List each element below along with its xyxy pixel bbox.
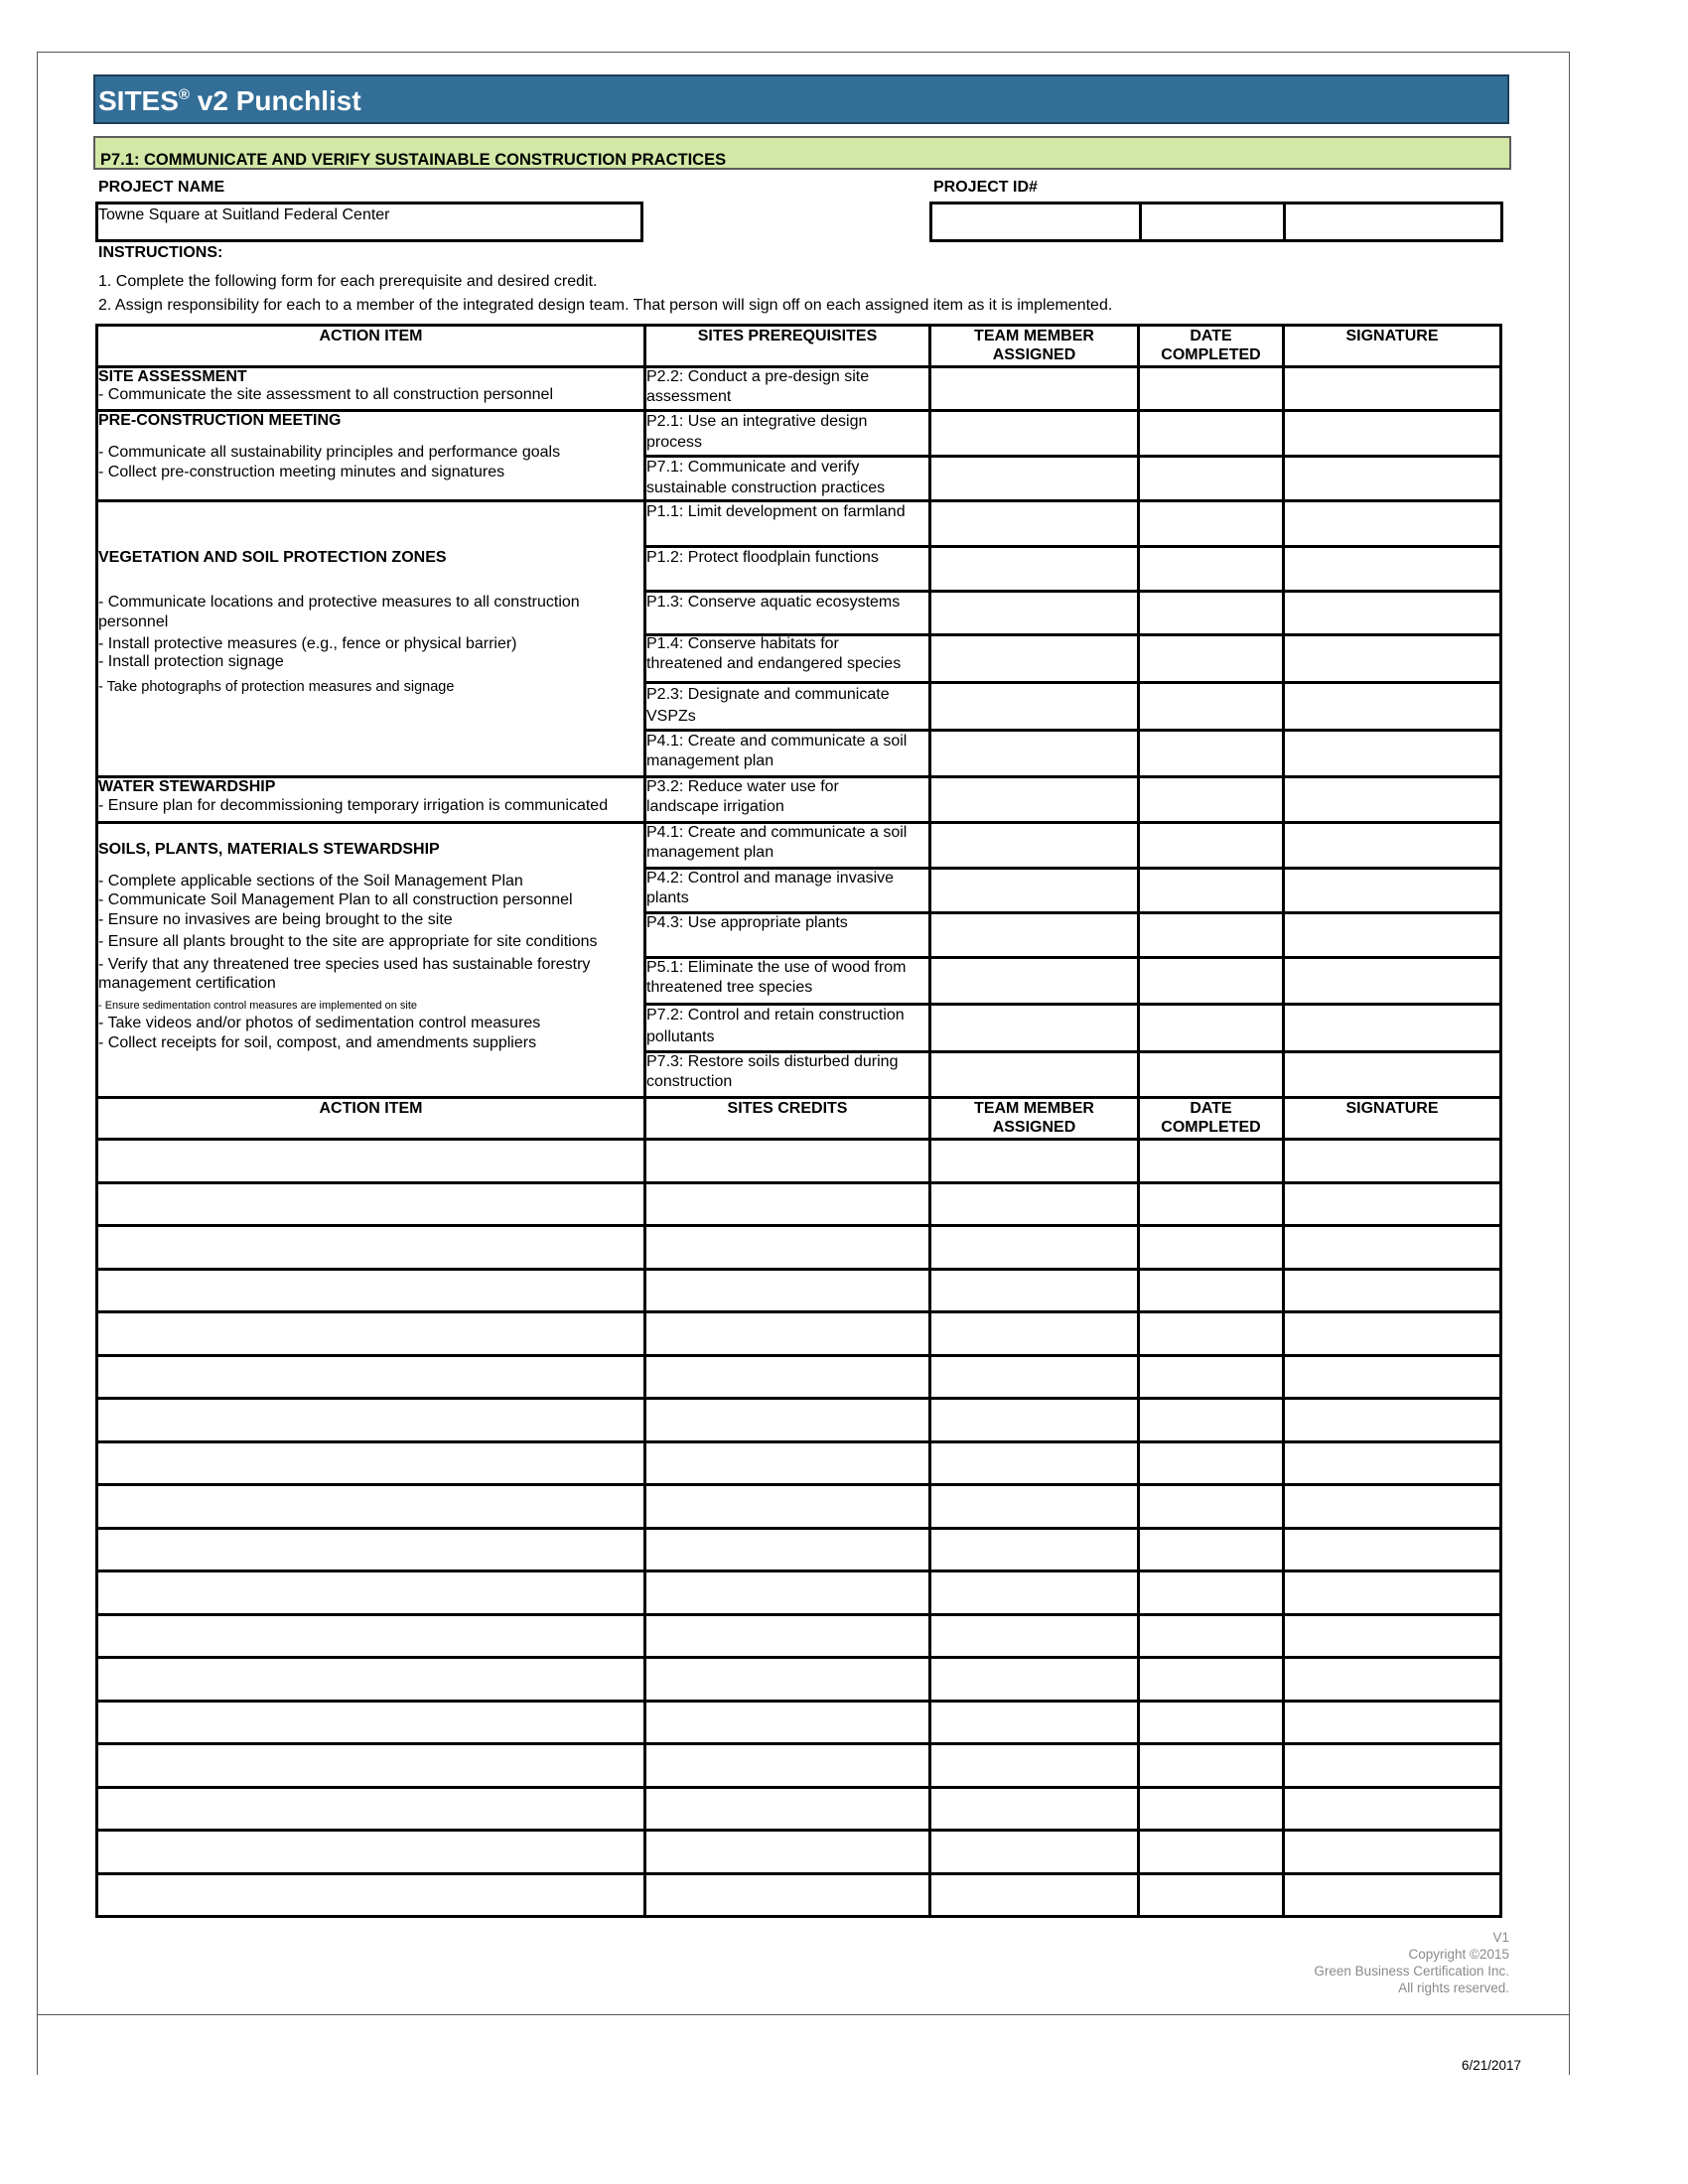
- action-item: - Ensure no invasives are being brought to the site: [98, 911, 453, 928]
- prerequisite-item: P2.2: Conduct a pre-design site assessment: [646, 368, 870, 405]
- action-heading: VEGETATION AND SOIL PROTECTION ZONES: [98, 549, 447, 566]
- row-line: [95, 1527, 1502, 1530]
- row-line: [95, 1224, 1502, 1227]
- action-item: - Ensure sedimentation control measures are implemented on site: [98, 1000, 417, 1012]
- row-line: [95, 1829, 1502, 1832]
- project-name-label: PROJECT NAME: [98, 179, 225, 196]
- row-line: [95, 1397, 1502, 1400]
- print-date: 6/21/2017: [1462, 2058, 1522, 2073]
- page-frame-bottom: [37, 2014, 1569, 2015]
- header-sites-credits: SITES CREDITS: [727, 1100, 848, 1117]
- header-date-completed: DATE COMPLETED: [1161, 1100, 1261, 1136]
- action-item: - Collect receipts for soil, compost, and amendments suppliers: [98, 1034, 537, 1051]
- action-item: - Communicate Soil Management Plan to all construction personnel: [98, 891, 573, 908]
- row-line: [95, 1483, 1502, 1486]
- page-title: SITES® v2 Punchlist: [98, 85, 361, 116]
- copyright-text: Copyright ©2015: [1408, 1947, 1509, 1962]
- row-line: [95, 1354, 1502, 1357]
- action-item: - Install protection signage: [98, 653, 284, 670]
- header-action-item: ACTION ITEM: [319, 328, 423, 344]
- prerequisite-item: P4.2: Control and manage invasive plants: [646, 870, 895, 906]
- action-item: - Complete applicable sections of the Soil Management Plan: [98, 873, 523, 889]
- action-item: - Communicate all sustainability principles and performance goals: [98, 444, 561, 461]
- row-line: [95, 1268, 1502, 1271]
- action-item: - Take photographs of protection measures and signage: [98, 679, 455, 695]
- project-id-field[interactable]: [929, 202, 1503, 242]
- row-line: [95, 1872, 1502, 1875]
- instructions-label: INSTRUCTIONS:: [98, 244, 223, 261]
- table-border-right: [1499, 324, 1502, 1918]
- row-line: [95, 1570, 1502, 1572]
- action-heading: SOILS, PLANTS, MATERIALS STEWARDSHIP: [98, 841, 440, 858]
- project-id-divider: [1283, 202, 1286, 242]
- page-frame-left: [37, 52, 38, 2075]
- row-line: [95, 1181, 1502, 1184]
- row-line: [95, 1656, 1502, 1659]
- prerequisite-item: P2.1: Use an integrative design process: [646, 413, 868, 451]
- prerequisite-item: P3.2: Reduce water use for landscape irrigation: [646, 778, 839, 815]
- section-title: P7.1: COMMUNICATE AND VERIFY SUSTAINABLE CONSTRUCTION PRACTICES: [100, 151, 727, 169]
- action-item: - Collect pre-construction meeting minutes and signatures: [98, 464, 505, 480]
- column-divider: [1282, 324, 1285, 1918]
- company-name: Green Business Certification Inc.: [1314, 1964, 1509, 1979]
- prerequisite-item: P4.1: Create and communicate a soil management plan: [646, 733, 908, 769]
- version-label: V1: [1492, 1930, 1509, 1945]
- row-line: [95, 1613, 1502, 1616]
- row-line: [95, 1742, 1502, 1745]
- action-item: - Ensure plan for decommissioning temporary irrigation is communicated: [98, 797, 609, 814]
- prerequisite-item: P1.3: Conserve aquatic ecosystems: [646, 594, 901, 611]
- page-frame-right: [1569, 52, 1570, 2075]
- header-team-member: TEAM MEMBER ASSIGNED: [974, 1100, 1094, 1136]
- prerequisite-item: P2.3: Designate and communicate VSPZs: [646, 686, 890, 725]
- header-signature: SIGNATURE: [1345, 328, 1439, 344]
- action-item: - Verify that any threatened tree species used has sustainable forestry: [98, 956, 591, 973]
- prerequisite-item: P1.2: Protect floodplain functions: [646, 549, 879, 566]
- action-item: - Communicate locations and protective measures to all construction: [98, 594, 580, 611]
- header-team-member: TEAM MEMBER ASSIGNED: [974, 328, 1094, 363]
- header-date-completed: DATE COMPLETED: [1161, 328, 1261, 363]
- prerequisite-item: P7.1: Communicate and verify sustainable construction practices: [646, 459, 886, 496]
- page-frame-top: [37, 52, 1569, 53]
- row-line: [95, 1138, 1502, 1141]
- rights-text: All rights reserved.: [1398, 1980, 1509, 1995]
- action-item: - Install protective measures (e.g., fence or physical barrier): [98, 635, 517, 652]
- prerequisite-item: P1.4: Conserve habitats for threatened and endangered species: [646, 635, 902, 672]
- prerequisite-item: P5.1: Eliminate the use of wood from threatened tree species: [646, 959, 907, 996]
- prerequisite-item: P4.1: Create and communicate a soil management plan: [646, 824, 908, 861]
- row-line: [95, 1786, 1502, 1789]
- prerequisite-item: P7.3: Restore soils disturbed during construction: [646, 1053, 899, 1090]
- instruction-step-2: 2. Assign responsibility for each to a member of the integrated design team. That person will sign off on each assigned item as it is implemented.: [98, 297, 1113, 314]
- header-action-item: ACTION ITEM: [319, 1100, 423, 1117]
- action-item: management certification: [98, 975, 276, 992]
- action-heading: PRE-CONSTRUCTION MEETING: [98, 412, 342, 429]
- action-heading: WATER STEWARDSHIP: [98, 778, 276, 795]
- instruction-step-1: 1. Complete the following form for each prerequisite and desired credit.: [98, 273, 598, 290]
- header-signature: SIGNATURE: [1345, 1100, 1439, 1117]
- prerequisite-item: P7.2: Control and retain construction pollutants: [646, 1007, 905, 1045]
- row-line: [95, 1310, 1502, 1313]
- row-line: [95, 1440, 1502, 1443]
- row-line: [95, 1700, 1502, 1703]
- prerequisite-item: P1.1: Limit development on farmland: [646, 503, 906, 520]
- action-heading: SITE ASSESSMENT: [98, 368, 247, 385]
- header-sites-prerequisites: SITES PREREQUISITES: [697, 328, 878, 344]
- action-item: personnel: [98, 614, 169, 630]
- project-name-value: Towne Square at Suitland Federal Center: [98, 206, 390, 223]
- action-item: - Ensure all plants brought to the site are appropriate for site conditions: [98, 933, 598, 950]
- row-line: [95, 1915, 1502, 1918]
- action-item: - Take videos and/or photos of sedimentation control measures: [98, 1015, 541, 1031]
- prerequisite-item: P4.3: Use appropriate plants: [646, 914, 848, 931]
- project-id-label: PROJECT ID#: [933, 179, 1038, 196]
- project-id-divider: [1139, 202, 1142, 242]
- action-item: - Communicate the site assessment to all construction personnel: [98, 386, 553, 403]
